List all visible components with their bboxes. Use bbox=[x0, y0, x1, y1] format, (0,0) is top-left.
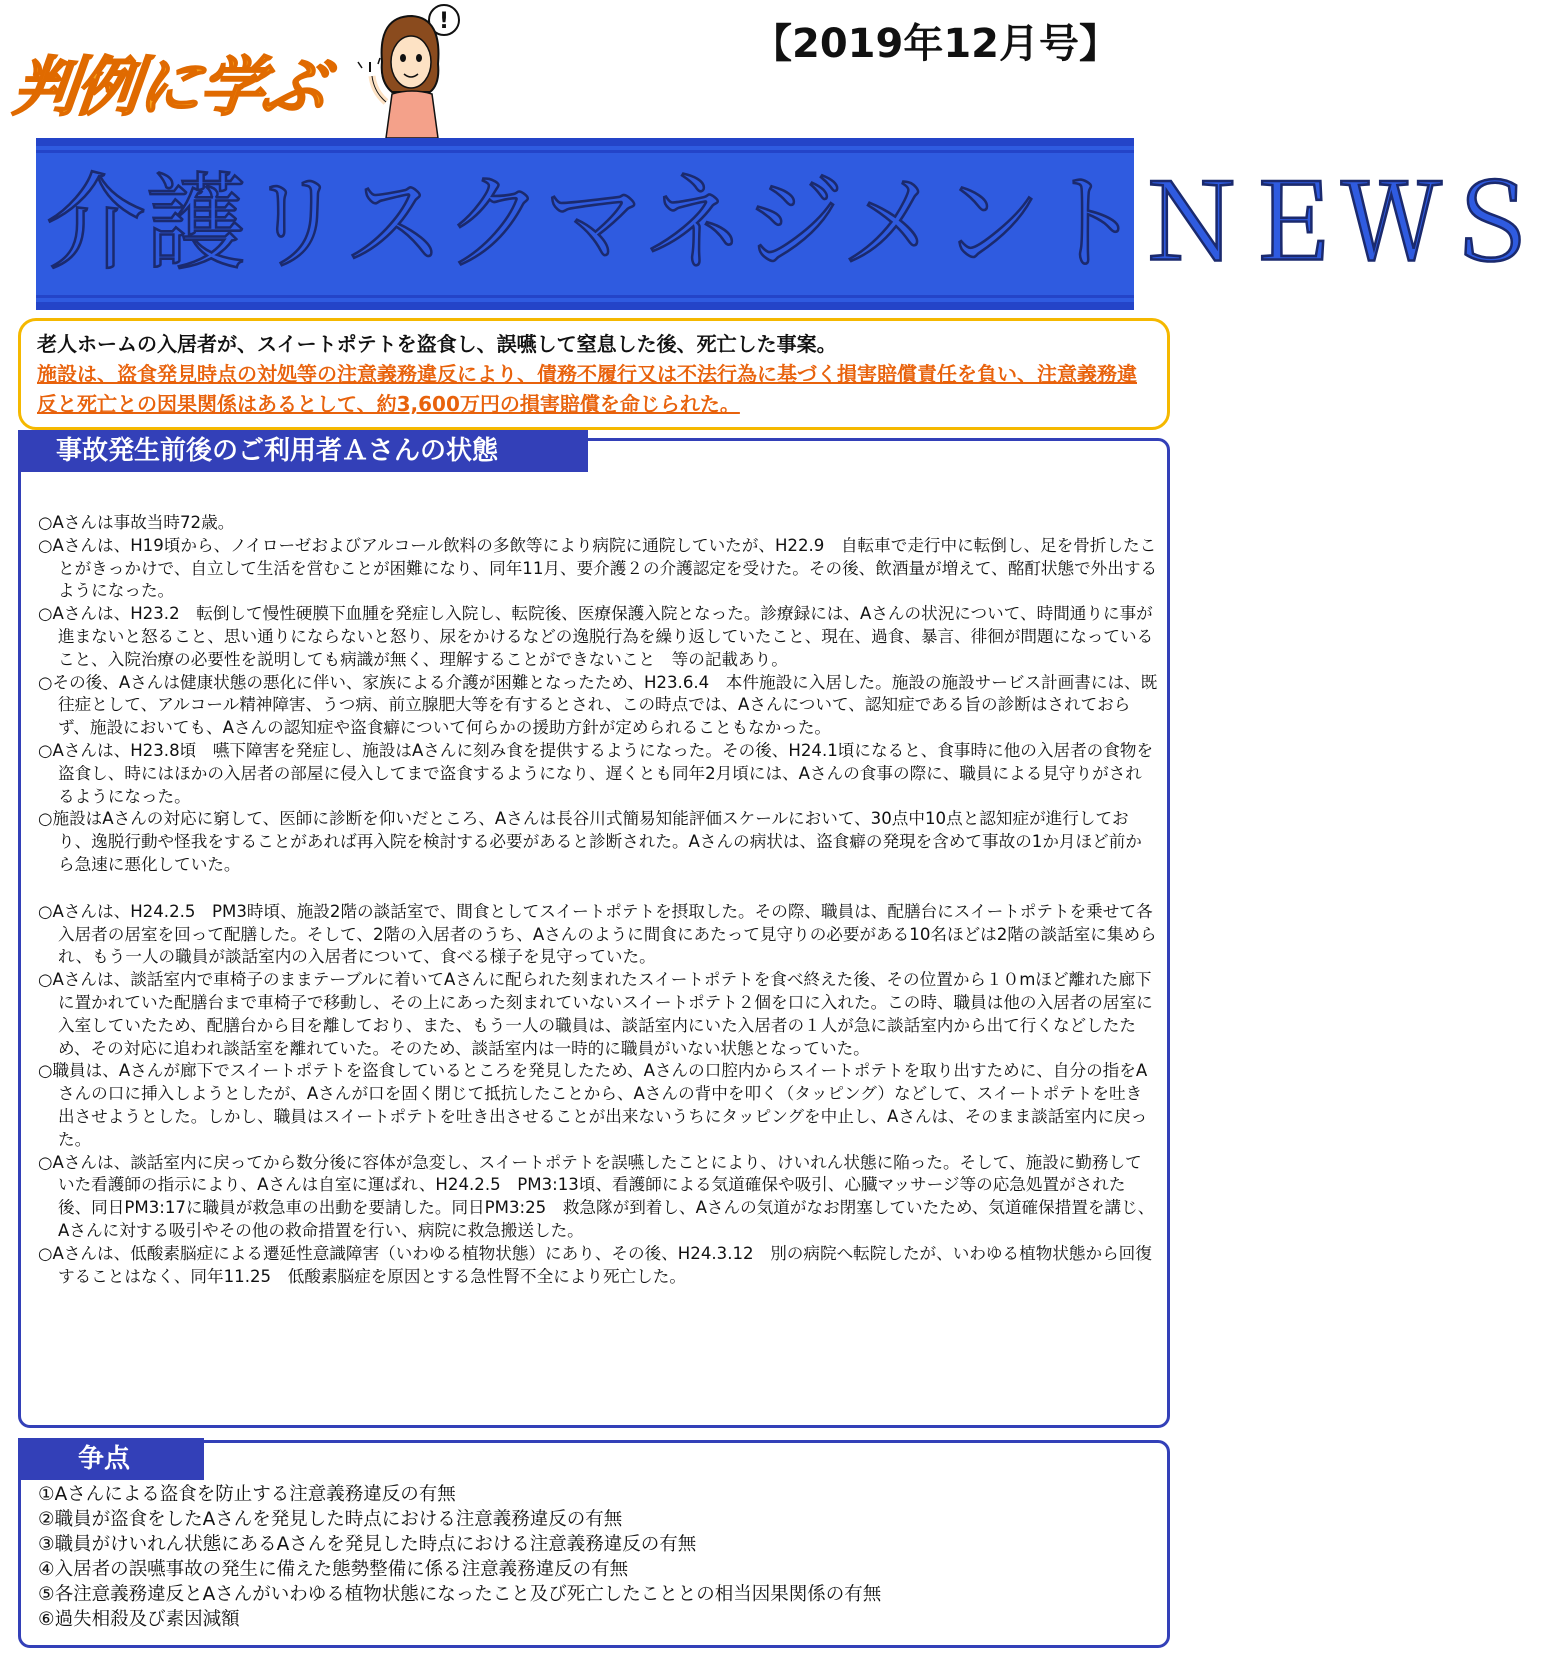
woman-pointing-exclamation-icon bbox=[356, 2, 468, 138]
issue-item: ④入居者の誤嚥事故の発生に備えた態勢整備に係る注意義務違反の有無 bbox=[38, 1559, 629, 1580]
issue-item: ②職員が盗食をしたAさんを発見した時点における注意義務違反の有無 bbox=[38, 1509, 623, 1530]
series-title: 判例に学ぶ bbox=[10, 51, 328, 125]
situation-heading: 事故発生前後のご利用者Ａさんの状態 bbox=[18, 430, 588, 472]
banner-rule bbox=[36, 295, 1134, 298]
situation-item: ○職員は、Aさんが廊下でスイートポテトを盗食しているところを発見したため、Aさんの口腔内からスイートポテトを取り出すために、自分の指をAさんの口に挿入しようとしたが、Aさんが口を固く閉じて抵抗したことから、Aさんの背中を叩く（タッピング）などして、スイートポテトを吐き出させようとした。しかし、職員はスイートポテトを吐き出させることが出来ないうちにタッピングを中止し、Aさんは、そのまま談話室内に戻った。 bbox=[38, 1061, 1148, 1149]
section-gap bbox=[38, 877, 1158, 901]
svg-text:!: ! bbox=[438, 9, 450, 34]
issues-list bbox=[38, 1482, 1158, 1632]
summary-headline: 老人ホームの入居者が、スイートポテトを盗食し、誤嚥して窒息した後、死亡した事案。 bbox=[37, 332, 837, 356]
issues-heading: 争点 bbox=[18, 1438, 204, 1480]
situation-item: ○Aさんは事故当時72歳。 bbox=[38, 513, 235, 532]
banner-title: 介護リスクマネジメントＮＥＷＳ bbox=[46, 162, 1541, 285]
issue-item: ⑥過失相殺及び素因減額 bbox=[38, 1609, 240, 1630]
situation-item: ○Aさんは、談話室内で車椅子のままテーブルに着いてAさんに配られた刻まれたスイートポテトを食べ終えた後、その位置から１０mほど離れた廊下に置かれていた配膳台まで車椅子で移動し、その上にあった刻まれていないスイートポテト２個を口に入れた。この時、職員は他の入居者の居室に入室していたため、配膳台から目を離しており、また、もう一人の職員は、談話室内にいた入居者の１人が急に談話室内から出て行くなどしたため、その対応に追われ談話室を離れていた。そのため、談話室内は一時的に職員がいない状態となっていた。 bbox=[38, 970, 1153, 1058]
situation-item: ○Aさんは、H23.2 転倒して慢性硬膜下血腫を発症し入院し、転院後、医療保護入院となった。診療録には、Aさんの状況について、時間通りに事が進まないと怒ること、思い通りにならないと怒り、尿をかけるなどの逸脱行為を繰り返していたこと、現在、過食、暴言、徘徊が問題になっていること、入院治療の必要性を説明しても病識が無く、理解することができないこと 等の記載あり。 bbox=[38, 604, 1154, 669]
banner-rule bbox=[36, 150, 1134, 153]
case-summary bbox=[18, 318, 1170, 430]
situation-item: ○Aさんは、談話室内に戻ってから数分後に容体が急変し、スイートポテトを誤嚥したことにより、けいれん状態に陥った。そして、施設に勤務していた看護師の指示により、Aさんは自室に運ばれ、H24.2.5 PM3:13頃、看護師による気道確保や吸引、心臓マッサージ等の応急処置がされた後、同日PM3:17に職員が救急車の出動を要請した。同日PM3:25 救急隊が到着し、Aさんの気道がなお閉塞していたため、気道確保措置を講じ、Aさんに対する吸引やその他の救命措置を行い、病院に救急搬送した。 bbox=[38, 1152, 1155, 1240]
situation-item: ○Aさんは、H23.8頃 嚥下障害を発症し、施設はAさんに刻み食を提供するようになった。その後、H24.1頃になると、食事時に他の入居者の食物を盗食し、時にはほかの入居者の部屋に侵入してまで盗食するようになり、遅くとも同年2月頃には、Aさんの食事の際に、職員による見守りがされるようになった。 bbox=[38, 740, 1154, 806]
issue-date: 【2019年12月号】 bbox=[752, 21, 1119, 67]
issue-item: ③職員がけいれん状態にあるAさんを発見した時点における注意義務違反の有無 bbox=[38, 1534, 697, 1555]
situation-item: ○Aさんは、H19頃から、ノイローゼおよびアルコール飲料の多飲等により病院に通院していたが、H22.9 自転車で走行中に転倒し、足を骨折したことがきっかけで、自立して生活を営むことが困難になり、同年11月、要介護２の介護認定を受けた。その後、飲酒量が増えて、酩酊状態で外出するようになった。 bbox=[38, 535, 1158, 601]
issue-item: ①Aさんによる盗食を防止する注意義務違反の有無 bbox=[38, 1484, 456, 1505]
situation-item: ○Aさんは、低酸素脳症による遷延性意識障害（いわゆる植物状態）にあり、その後、H24.3.12 別の病院へ転院したが、いわゆる植物状態から回復することはなく、同年11.25 低酸素脳症を原因とする急性腎不全により死亡した。 bbox=[38, 1243, 1152, 1286]
banner-rule bbox=[36, 302, 1134, 310]
newsletter-banner bbox=[36, 138, 1541, 310]
situation-item: ○Aさんは、H24.2.5 PM3時頃、施設2階の談話室で、間食としてスイートポテトを摂取した。その際、職員は、配膳台にスイートポテトを乗せて各入居者の居室を回って配膳した。そして、2階の入居者のうち、Aさんのように間食にあたって見守りの必要がある10名ほどは2階の談話室に集められ、もう一人の職員が談話室内の入居者について、食べる様子を見守っていた。 bbox=[38, 901, 1157, 967]
situation-body bbox=[38, 512, 1158, 1288]
banner-rule bbox=[36, 138, 1134, 146]
issue-item: ⑤各注意義務違反とAさんがいわゆる植物状態になったこと及び死亡したこととの相当因果関係の有無 bbox=[38, 1584, 882, 1605]
summary-ruling: 施設は、盗食発見時点の対処等の注意義務違反により、債務不履行又は不法行為に基づく損害賠償責任を負い、注意義務違反と死亡との因果関係はあるとして、約3,600万円の損害賠償を命じられた。 bbox=[37, 362, 1137, 416]
situation-item: ○その後、Aさんは健康状態の悪化に伴い、家族による介護が困難となったため、H23.6.4 本件施設に入居した。施設の施設サービス計画書には、既往症として、アルコール精神障害、うつ病、前立腺肥大等を有するとされ、この時点では、Aさんについて、認知症である旨の診断はされておらず、施設においても、Aさんの認知症や盗食癖について何らかの援助方針が定められることもなかった。 bbox=[38, 672, 1158, 738]
situation-item: ○施設はAさんの対応に窮して、医師に診断を仰いだところ、Aさんは長谷川式簡易知能評価スケールにおいて、30点中10点と認知症が進行しており、逸脱行動や怪我をすることがあれば再入院を検討する必要があると診断された。Aさんの病状は、盗食癖の発現を含めて事故の1か月ほど前から急速に悪化していた。 bbox=[38, 809, 1142, 874]
